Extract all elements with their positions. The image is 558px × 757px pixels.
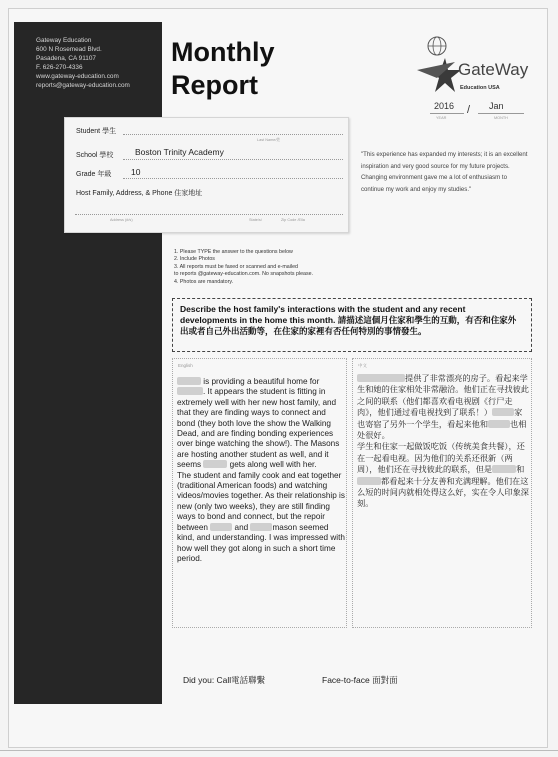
chinese-text-segment: 都看起来十分友善和充满理解。他们在这么短的时间内就相处得这么好，实在令人印象深刻。: [357, 476, 529, 509]
instruction-item: to reports @gateway-education.com. No snapshots please.: [174, 271, 314, 278]
bottom-rule: [0, 750, 558, 751]
street-address: 600 N Rosemead Blvd.: [36, 46, 102, 53]
english-header: English: [178, 363, 193, 368]
city-address: Pasadena, CA 91107: [36, 55, 96, 62]
contact-block: [36, 36, 160, 90]
testimonial-quote: "This experience has expanded my interests; it is an excellent inspiration and very good source for my future projects. Changing environment gave me a lot of enthusiasm to continue my work and enjoy my studies.": [361, 151, 528, 193]
org-name: Gateway Education: [36, 37, 92, 44]
english-text-segment: mason seemed kind, and understanding. I was impressed with how well they got along in such a short time period.: [177, 522, 345, 563]
instructions-list: [174, 249, 313, 286]
chinese-text-segment: 提供了非常漂亮的房子。看起来学生和她的住家相处非常融洽。他们正在寻找彼此之间的联系（他们都喜欢看电视剧《行尸走肉》，他们通过看电视找到了联系！）: [357, 374, 529, 418]
redacted-name: [357, 477, 381, 485]
face-to-face-option[interactable]: Face-to-face 面對面: [322, 675, 398, 685]
title-line-1: Monthly: [171, 37, 275, 67]
email-link[interactable]: reports@gateway-education.com: [36, 82, 130, 89]
title-line-2: Report: [171, 70, 258, 100]
english-answer-box[interactable]: [172, 358, 347, 628]
instruction-item: 2. Include Photos: [174, 256, 215, 263]
report-month: Jan: [489, 101, 504, 111]
chinese-header: 中文: [358, 363, 367, 368]
address-caption: Address (#/s): [110, 218, 133, 222]
redacted-name: [250, 523, 272, 531]
zip-caption: Zip Code /Ella: [281, 218, 305, 222]
question-box: Describe the host family's interactions with the student and any recent developments in the home this month. 請描述這個月住家和學生的互動，有否和住家外出或者自己外出活動等，在住家的家裡有否任何特別的事情發生。: [172, 298, 532, 352]
instruction-item: 1. Please TYPE the answer to the questions below: [174, 249, 293, 255]
chinese-answer-text: [357, 373, 529, 510]
chinese-answer-box[interactable]: [352, 358, 532, 628]
redacted-name: [492, 465, 516, 473]
year-underline: [430, 113, 464, 114]
month-underline: [478, 113, 524, 114]
school-value: Boston Trinity Academy: [135, 147, 224, 157]
english-text-segment: and: [232, 522, 251, 532]
student-info-card: [64, 117, 349, 233]
redacted-name: [203, 460, 227, 468]
phone-number: F. 626-270-4336: [36, 64, 83, 71]
chinese-text-segment: 学生和住家一起做饭吃饭（传统美食共餐），还在一起看电视。因为他们的关系还很新（两周），他们还在寻找彼此的联系，但是: [357, 442, 525, 475]
instruction-item: 3. All reports must be faxed or scanned and e-mailed: [174, 263, 298, 270]
host-family-label: Host Family, Address, & Phone 住家地址: [76, 190, 203, 197]
english-text-segment: gets along well with her.: [227, 460, 317, 470]
logo-subtitle: Education USA: [460, 85, 500, 91]
grade-label: Grade 年級: [76, 171, 112, 178]
school-field[interactable]: [123, 159, 343, 160]
chinese-text-segment: 也相处很好。: [357, 419, 527, 441]
instruction-item: 4. Photos are mandatory.: [174, 278, 234, 285]
redacted-name: [177, 377, 201, 385]
grade-field[interactable]: [123, 178, 343, 179]
state-caption: State/s/: [249, 218, 262, 222]
english-text-segment: is providing a beautiful home for: [201, 377, 320, 386]
grade-value: 10: [131, 167, 141, 177]
did-you-call-option[interactable]: Did you: Call電話聯繫: [183, 675, 266, 685]
year-caption: YEAR: [436, 116, 447, 120]
student-field[interactable]: [123, 134, 343, 135]
english-answer-text: [177, 377, 345, 564]
website-link[interactable]: www.gateway-education.com: [36, 73, 119, 80]
english-text-segment: . It appears the student is fitting in extremely well with her new host family, and that they are finding ways to connect and bond (they both love the show the Walking Dead, and are finding bonding experiences over binge watching the show!). The Masons are hosting another student as well, and it seems: [177, 387, 340, 470]
chinese-text-segment: 家也寄宿了另外一个学生，看起来他和: [357, 408, 523, 429]
month-caption: MONTH: [494, 116, 508, 120]
last-name-caption: Last Name/姓: [257, 138, 281, 142]
gateway-logo: [415, 32, 535, 98]
address-field[interactable]: [75, 214, 343, 215]
date-separator: /: [467, 104, 471, 116]
english-text-segment: The student and family cook and eat together (traditional American foods) and watching videos/movies together. As their relationship is new (only two weeks), they are still finding ways to bond and connect, but the repoir between: [177, 470, 345, 532]
page-title: [171, 36, 274, 102]
redacted-name: [177, 387, 203, 395]
logo-brand: GateWay: [458, 60, 529, 79]
redacted-name: [210, 523, 232, 531]
redacted-name: [492, 408, 514, 416]
student-label: Student 學生: [76, 128, 117, 135]
report-year: 2016: [434, 101, 455, 111]
school-label: School 學校: [76, 152, 114, 159]
redacted-name: [488, 420, 510, 428]
redacted-name: [357, 374, 405, 382]
chinese-text-segment: 和: [516, 465, 525, 475]
